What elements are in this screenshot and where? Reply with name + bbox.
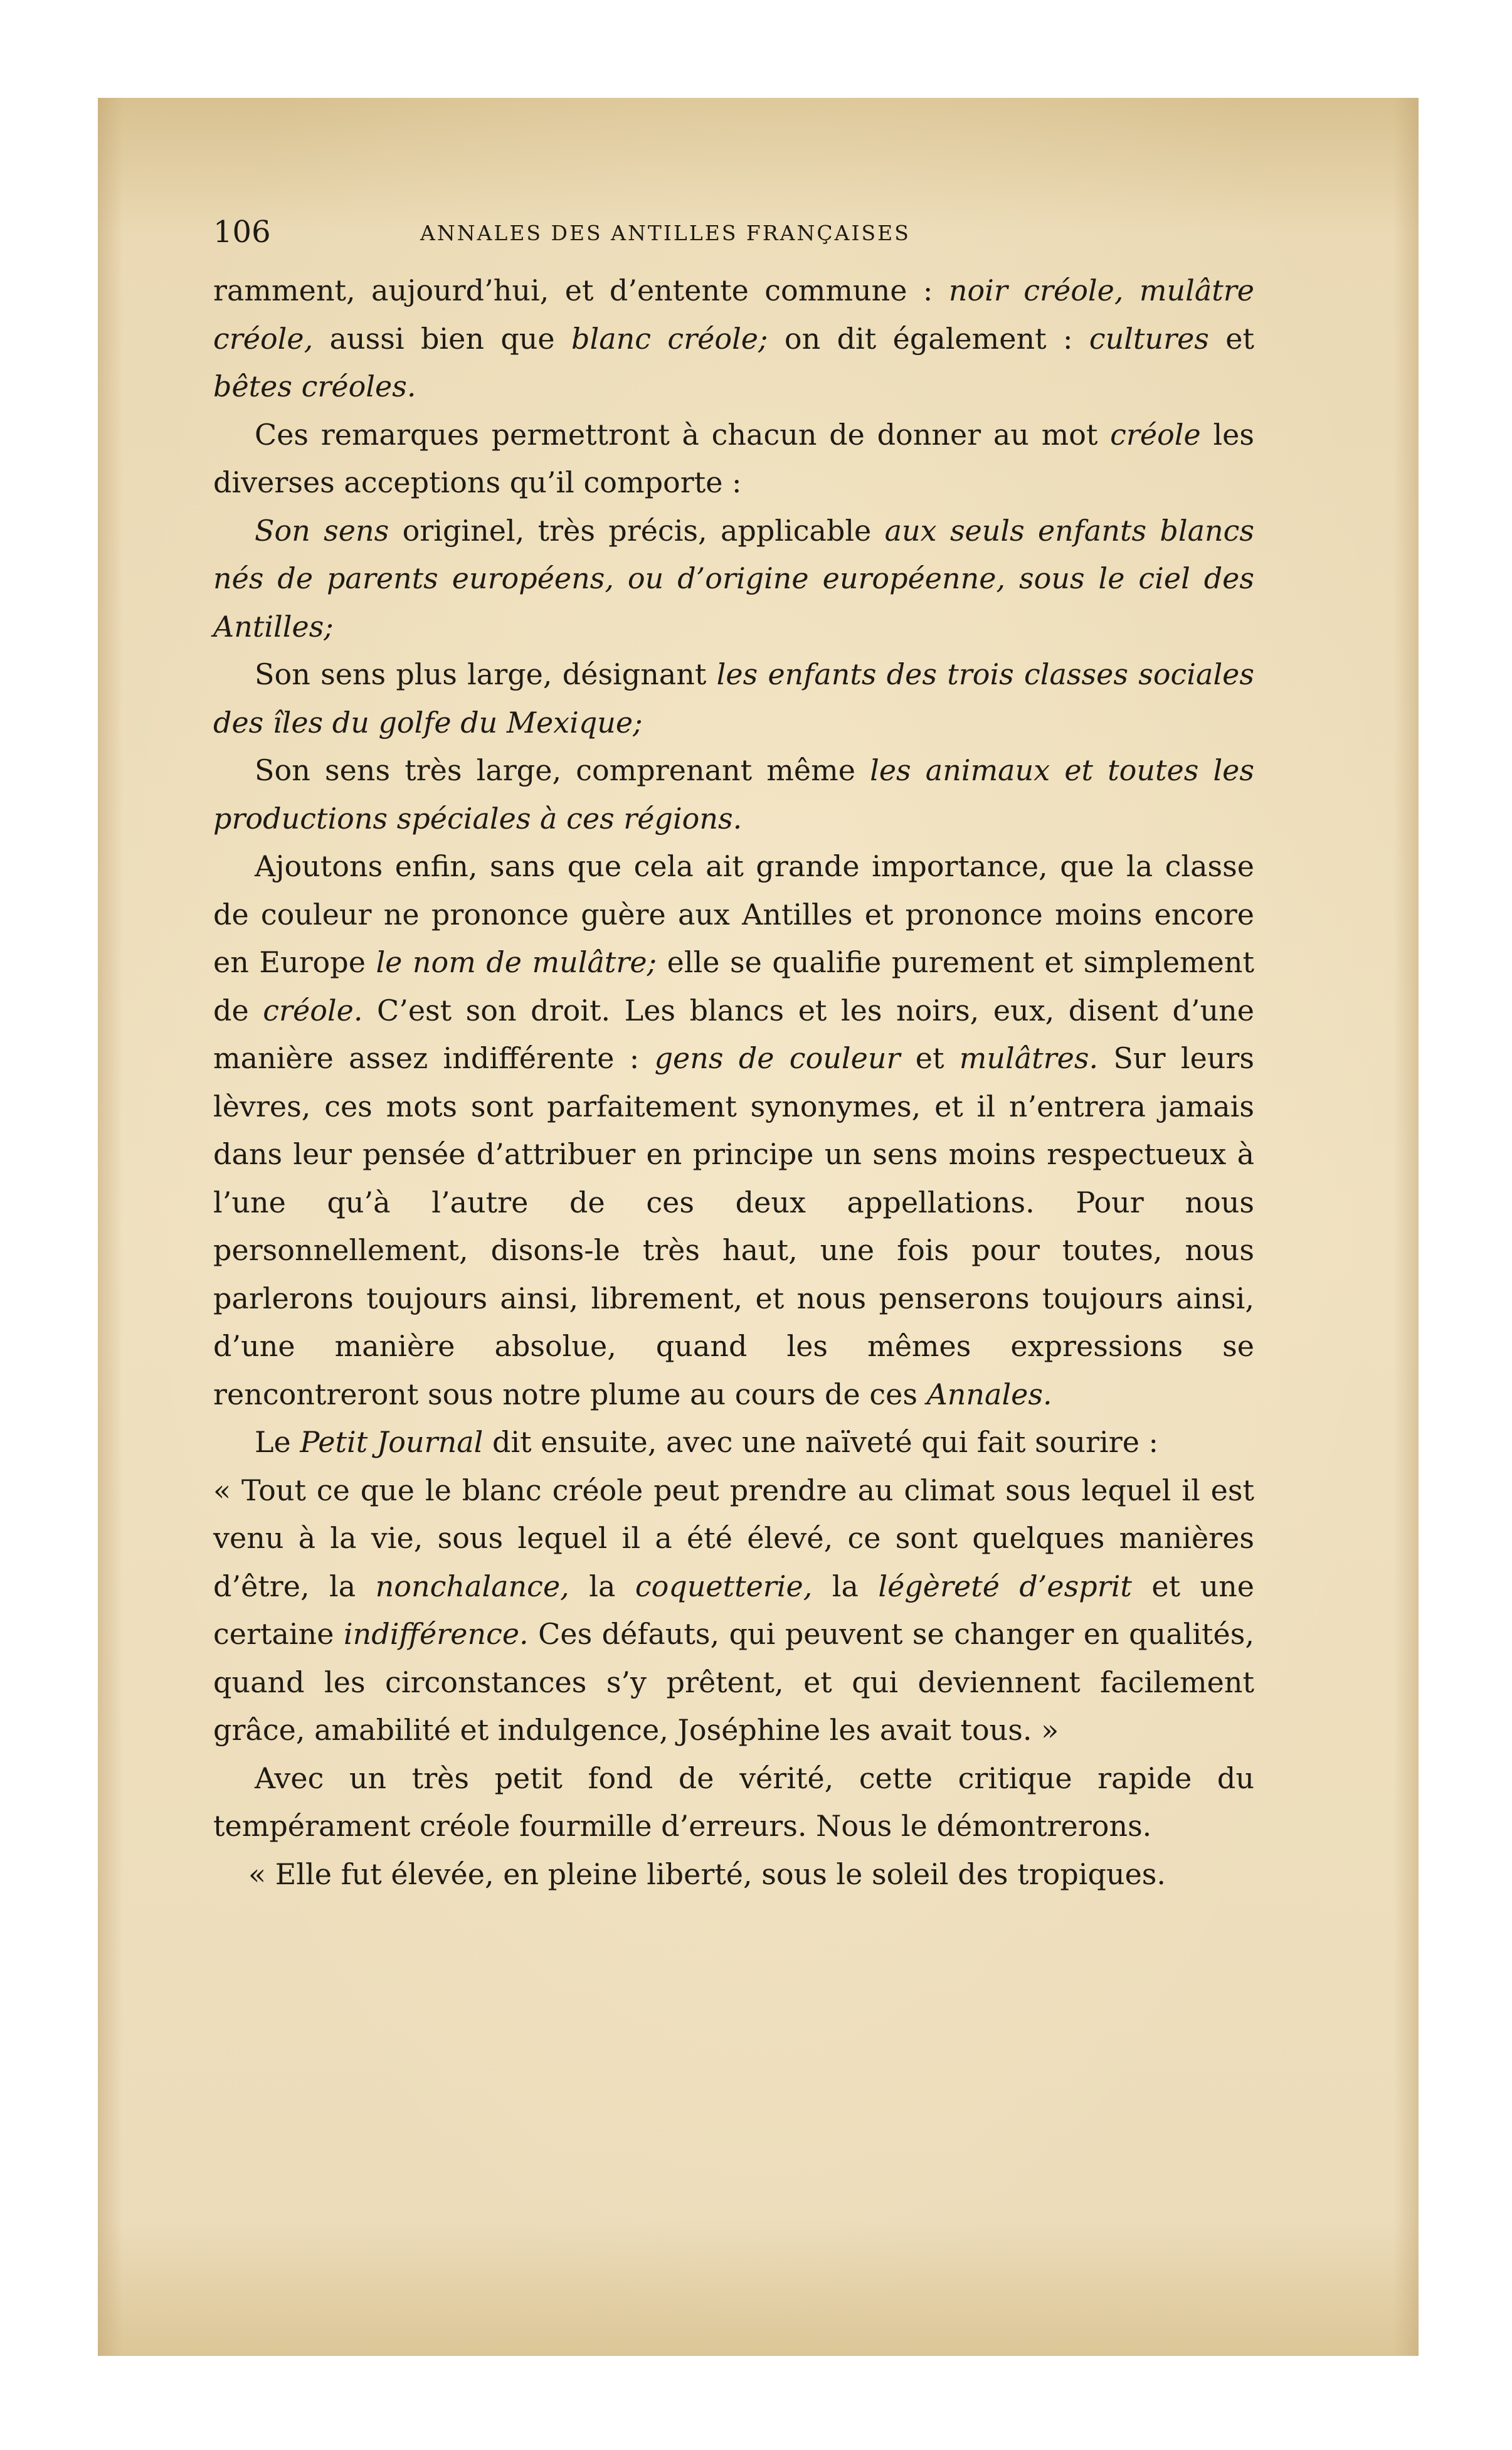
text-run: Ces défauts, qui peuvent se changer en qualités, quand les circonstances s’y prêtent, et qui deviennent facilement grâce, amabilité et indulgence, Joséphine les avait tous. » xyxy=(213,1617,1254,1747)
paragraph xyxy=(213,411,1254,507)
text-run: « Tout ce que le blanc créole peut prendre au climat sous lequel il est venu à la vie, sous lequel il a été élevé, ce sont quelques manières d’être, la xyxy=(213,1473,1254,1603)
italic-run: aux seuls enfants blancs nés de parents européens, ou d’origine européenne, sous le ciel des Antilles; xyxy=(213,513,1254,644)
page-edge-shadow-right xyxy=(1393,98,1419,2356)
paragraph xyxy=(213,842,1254,1418)
italic-run: Petit Journal xyxy=(300,1425,484,1459)
italic-run: mulâtres. xyxy=(959,1041,1099,1075)
text-run: Le xyxy=(255,1425,300,1459)
italic-run: cultures xyxy=(1089,321,1209,356)
text-run: et une certaine xyxy=(213,1569,1254,1651)
text-run: C’est son droit. Les blancs et les noirs, eux, disent d’une manière assez indifférente : xyxy=(213,993,1254,1075)
text-run: « Elle fut élevée, en pleine liberté, sous le soleil des tropiques. xyxy=(248,1857,1166,1891)
page-header xyxy=(213,215,1254,258)
text-run: la xyxy=(812,1569,879,1603)
italic-run: créole. xyxy=(263,993,363,1027)
text-run: elle se qualifie purement et simplement de xyxy=(213,945,1254,1027)
italic-run: noir créole, mulâtre créole, xyxy=(213,273,1254,356)
body-text xyxy=(213,267,1254,1898)
italic-run: créole xyxy=(1110,417,1201,452)
text-run: Son sens très large, comprenant même xyxy=(255,753,870,787)
page-number: 106 xyxy=(213,215,271,250)
text-run: les diverses acceptions qu’il comporte : xyxy=(213,417,1254,499)
text-run: Ces remarques permettront à chacun de donner au mot xyxy=(255,417,1111,452)
italic-run: Annales. xyxy=(926,1377,1052,1411)
italic-run: légèreté d’esprit xyxy=(878,1569,1132,1603)
paragraph xyxy=(213,1418,1254,1466)
paragraph xyxy=(213,1754,1254,1850)
text-run: et xyxy=(900,1041,960,1075)
paragraph xyxy=(213,650,1254,746)
paragraph xyxy=(213,1850,1254,1899)
italic-run: nonchalance, xyxy=(375,1569,569,1603)
italic-run: les enfants des trois classes sociales des îles du golfe du Mexique; xyxy=(213,657,1254,740)
italic-run: Son sens xyxy=(255,513,389,548)
text-run: ramment, aujourd’hui, et d’entente commune : xyxy=(213,273,949,307)
italic-run: blanc créole; xyxy=(571,321,768,356)
italic-run: gens de couleur xyxy=(654,1041,901,1075)
text-run: Son sens plus large, désignant xyxy=(255,657,717,691)
text-run: Avec un très petit fond de vérité, cette critique rapide du tempérament créole fourmille d’erreurs. Nous le démontrerons. xyxy=(213,1761,1254,1843)
paragraph xyxy=(213,507,1254,651)
italic-run: indifférence. xyxy=(343,1617,529,1651)
text-run: et xyxy=(1208,321,1254,356)
italic-run: coquetterie, xyxy=(635,1569,813,1603)
text-run: on dit également : xyxy=(768,321,1089,356)
italic-run: les animaux et toutes les productions spéciales à ces régions. xyxy=(213,753,1254,835)
page-edge-shadow-left xyxy=(98,98,123,2356)
text-run: Ajoutons enfin, sans que cela ait grande importance, que la classe de couleur ne prononce guère aux Antilles et prononce moins encore en Europe xyxy=(213,849,1254,979)
text-run: la xyxy=(569,1569,635,1603)
running-head: ANNALES DES ANTILLES FRANÇAISES xyxy=(420,221,911,245)
paragraph xyxy=(213,1466,1254,1754)
text-run: Sur leurs lèvres, ces mots sont parfaitement synonymes, et il n’entrera jamais dans leur pensée d’attribuer en principe un sens moins respectueux à l’une qu’à l’autre de ces deux appellations. Pour nous personnellement, disons-le très haut, une fois pour toutes, nous parlerons toujours ainsi, librement, et nous penserons toujours ainsi, d’une manière absolue, quand les mêmes expressions se rencontreront sous notre plume au cours de ces xyxy=(213,1041,1255,1411)
text-run: originel, très précis, applicable xyxy=(389,513,885,548)
text-run: aussi bien que xyxy=(313,321,572,356)
text-run: dit ensuite, avec une naïveté qui fait sourire : xyxy=(483,1425,1159,1459)
paragraph xyxy=(213,746,1254,842)
italic-run: bêtes créoles. xyxy=(213,369,416,403)
paragraph xyxy=(213,267,1254,411)
italic-run: le nom de mulâtre; xyxy=(376,945,657,979)
